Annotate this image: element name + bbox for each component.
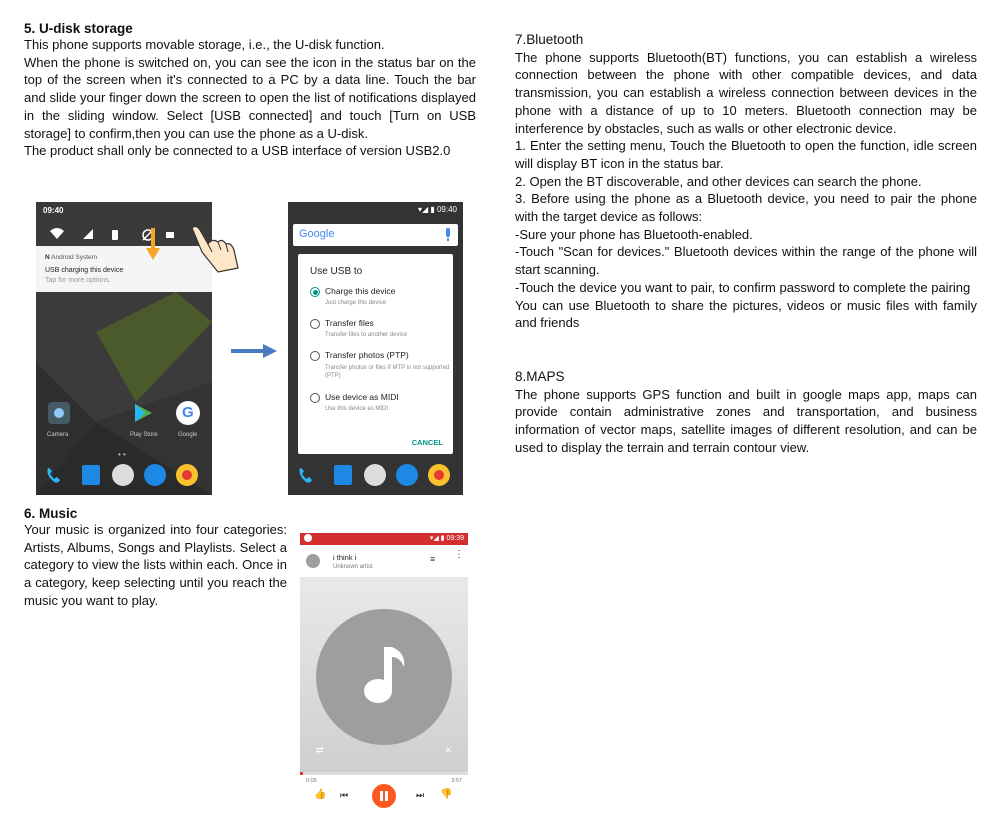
google-search-bar[interactable]	[293, 224, 458, 246]
duration: 3:57	[451, 778, 462, 784]
mic-icon[interactable]	[444, 228, 452, 242]
bluetooth-line-4: -Sure your phone has Bluetooth-enabled.	[515, 226, 753, 242]
bluetooth-line-7: You can use Bluetooth to share the pictures, videos or music files with family and friends	[515, 297, 977, 331]
search-logo: Google	[299, 228, 335, 240]
music-note-icon	[360, 647, 408, 707]
usb-dialog: Use USB to Charge this device Just charge this device Transfer files Transfer files to another device Transfer photos (PTP) Transfer photos or files if MTP is not supported (PTP) Use device as MIDI Use this device as MIDI CANCEL	[298, 254, 453, 454]
next-icon[interactable]: ⏭	[416, 790, 425, 800]
usb-notification[interactable]	[36, 246, 212, 292]
radio-unselected[interactable]	[310, 393, 320, 403]
phone-screenshot-usb-dialog	[288, 202, 463, 495]
flow-arrow-icon	[231, 343, 277, 359]
maps-section	[515, 368, 977, 457]
music-status-time: 09:39	[446, 535, 464, 542]
music-paragraph: Your music is organized into four categories: Artists, Albums, Songs and Playlists. Select a category to view the lists within each. Once in a category, keep selecting until you reach the music you want to play.	[24, 522, 287, 608]
maps-heading: 8.MAPS	[515, 369, 565, 384]
seek-progress	[300, 772, 303, 775]
radio-unselected[interactable]	[310, 319, 320, 329]
seek-bar[interactable]	[300, 772, 468, 775]
repeat-icon[interactable]: ⇄	[316, 745, 324, 755]
pause-button[interactable]	[372, 784, 396, 808]
usb-paragraph-2: When the phone is switched on, you can see the icon in the status bar on the top of the screen when it's connected to a PC by a data line. Touch the bar and slide your finger down the screen to open the list of notifications displayed in the sliding window. Select [USB connected] and touch [Turn on USB storage] to confirm,then you can use the phone as a U-disk.	[24, 54, 476, 141]
usb-paragraph-3: The product shall only be connected to a USB interface of version USB2.0	[24, 143, 451, 159]
hand-pointer-icon	[188, 222, 242, 274]
album-thumb-icon	[306, 554, 320, 568]
dock	[40, 460, 210, 490]
bluetooth-line-1: 1. Enter the setting menu, Touch the Bluetooth to open the function, idle screen will display BT icon in the status bar.	[515, 138, 977, 171]
maps-paragraph: The phone supports GPS function and built in google maps app, maps can provide contain administrative zones and transportation, and business information of vector maps, satellite images of different resolution, and can be used to display the terrain and terrain contour view.	[515, 386, 977, 455]
bluetooth-paragraph: The phone supports Bluetooth(BT) functions, you can establish a wireless connection between the phone with other compatible devices, and data transmission, you can establish a wireless connection between devices in the phone with a distance of up to 10 meters. Bluetooth connection may be interference by obstacles, such as walls or other electronic device.	[515, 49, 977, 136]
android-icon: N	[45, 254, 50, 261]
radio-selected[interactable]	[310, 287, 320, 297]
bluetooth-line-6: -Touch the device you want to pair, to confirm password to complete the pairing	[515, 279, 971, 295]
radio-unselected[interactable]	[310, 351, 320, 361]
shuffle-icon[interactable]: ✕	[444, 745, 452, 755]
previous-icon[interactable]: ⏮	[340, 790, 349, 800]
dock-2	[292, 460, 462, 490]
bluetooth-line-5: -Touch "Scan for devices." Bluetooth devices within the range of the phone will start scanning.	[515, 244, 977, 278]
dialog-title: Use USB to	[310, 266, 363, 277]
elapsed-time: 0:05	[306, 778, 317, 784]
track-artist: Unknown artist	[333, 564, 373, 570]
bluetooth-line-3: 3. Before using the phone as a Bluetooth device, you need to pair the phone with the target device as follows:	[515, 191, 977, 225]
bluetooth-section	[515, 31, 977, 332]
cancel-button[interactable]: CANCEL	[411, 438, 443, 447]
quick-settings-icons	[48, 226, 208, 242]
notification-app: Android System	[51, 254, 98, 261]
google-app-icon[interactable]: G	[176, 401, 200, 425]
album-art-placeholder	[316, 609, 452, 745]
phone-screenshot-notification	[36, 202, 212, 495]
track-title: i think i	[333, 553, 357, 562]
status-time-2: 09:40	[436, 205, 457, 214]
music-heading: 6. Music	[24, 506, 78, 521]
app-label-playstore: Play Store	[130, 432, 158, 438]
play-store-icon[interactable]	[132, 402, 154, 424]
track-header	[300, 545, 468, 577]
page-indicator: • •	[118, 450, 126, 459]
usb-paragraph-1: This phone supports movable storage, i.e., the U-disk function.	[24, 37, 385, 52]
music-section	[24, 506, 287, 610]
phone-screenshot-music-player	[300, 533, 468, 814]
status-time: 09:40	[43, 206, 64, 215]
thumbs-down-icon[interactable]: 👎	[440, 789, 453, 800]
pause-icon	[372, 784, 396, 808]
bluetooth-line-2: 2. Open the BT discoverable, and other devices can search the phone.	[515, 173, 922, 189]
notification-subtitle: Tap for more options.	[45, 277, 111, 284]
overflow-menu-icon[interactable]: ⋮	[454, 549, 464, 560]
notification-title: USB charging this device	[45, 267, 124, 274]
swipe-down-arrow-icon	[146, 228, 160, 262]
bluetooth-heading: 7.Bluetooth	[515, 32, 584, 47]
usb-heading: 5. U-disk storage	[24, 21, 133, 36]
app-label-google: Google	[178, 432, 198, 438]
camera-icon[interactable]	[48, 402, 70, 424]
status-bar: ▾◢ ▮ 09:40	[417, 205, 457, 214]
usb-section	[24, 21, 476, 160]
status-bar-music: ▾◢ ▮ 09:39	[300, 533, 468, 545]
album-art-area	[300, 577, 468, 772]
app-label-camera: Camera	[47, 432, 69, 438]
music-status-icon	[304, 534, 312, 542]
thumbs-up-icon[interactable]: 👍	[314, 789, 327, 800]
queue-icon[interactable]: ≡	[430, 554, 436, 564]
